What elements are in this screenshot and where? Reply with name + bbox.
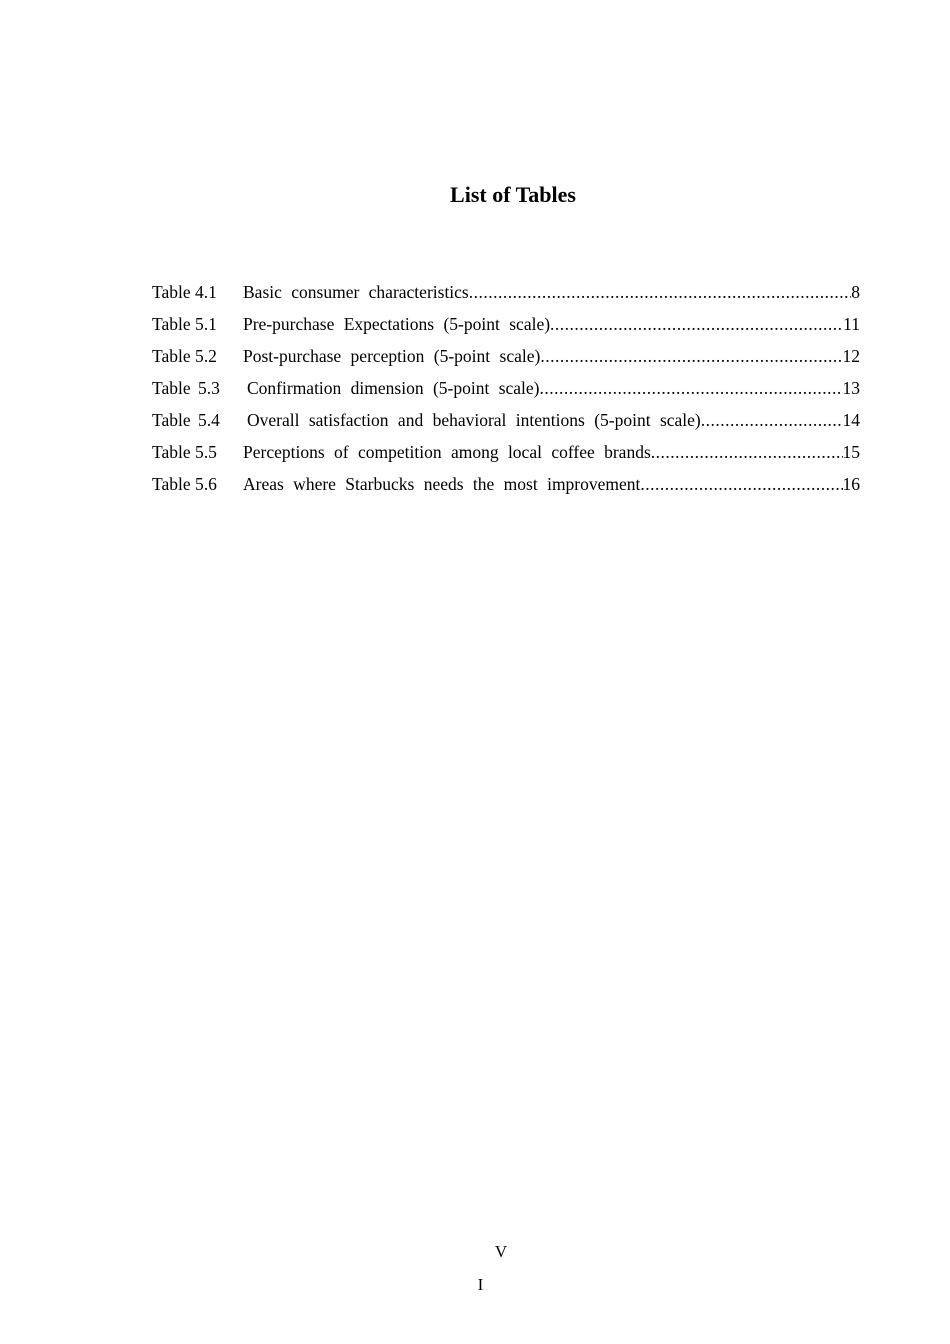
dot-leader (469, 279, 852, 305)
toc-entry-table-5-5[interactable] (152, 439, 860, 471)
page-reference: 15 (842, 442, 860, 462)
table-number: Table 5.1 (152, 314, 217, 334)
dot-leader (640, 471, 842, 497)
table-caption: Perceptions of competition among local coffee brands (243, 442, 651, 462)
page-number-upper: V (494, 1242, 508, 1261)
toc-entry-table-5-4[interactable] (152, 407, 860, 439)
table-number: Table 5.2 (152, 346, 217, 366)
table-caption: Post-purchase perception (5-point scale) (243, 346, 541, 366)
table-caption: Pre-purchase Expectations (5-point scale) (243, 314, 551, 334)
page-reference: 16 (842, 474, 860, 494)
page-reference: 13 (842, 378, 860, 398)
list-of-tables (152, 279, 860, 503)
dot-leader (550, 311, 843, 337)
dot-leader (540, 343, 842, 369)
toc-entry-table-5-2[interactable] (152, 343, 860, 375)
toc-entry-table-5-3[interactable] (152, 375, 860, 407)
page-number-lower: I (477, 1275, 484, 1294)
toc-entry-table-4-1[interactable] (152, 279, 860, 311)
dot-leader (540, 375, 843, 401)
table-number: Table 4.1 (152, 282, 217, 302)
toc-entry-table-5-1[interactable] (152, 311, 860, 343)
table-number: Table 5.5 (152, 442, 217, 462)
page-reference: 14 (842, 410, 860, 430)
table-number: Table 5.3 (152, 378, 220, 398)
page-reference: 8 (851, 282, 860, 302)
page-reference: 11 (843, 314, 860, 334)
table-caption: Confirmation dimension (5-point scale) (247, 378, 540, 398)
table-caption: Overall satisfaction and behavioral intentions (5-point scale) (247, 410, 701, 430)
page-title: List of Tables (450, 182, 576, 207)
table-number: Table 5.6 (152, 474, 217, 494)
table-caption: Basic consumer characteristics (243, 282, 469, 302)
table-number: Table 5.4 (152, 410, 220, 430)
table-caption: Areas where Starbucks needs the most improvement (243, 474, 641, 494)
dot-leader (701, 407, 843, 433)
dot-leader (651, 439, 843, 465)
page-reference: 12 (842, 346, 860, 366)
toc-entry-table-5-6[interactable] (152, 471, 860, 503)
